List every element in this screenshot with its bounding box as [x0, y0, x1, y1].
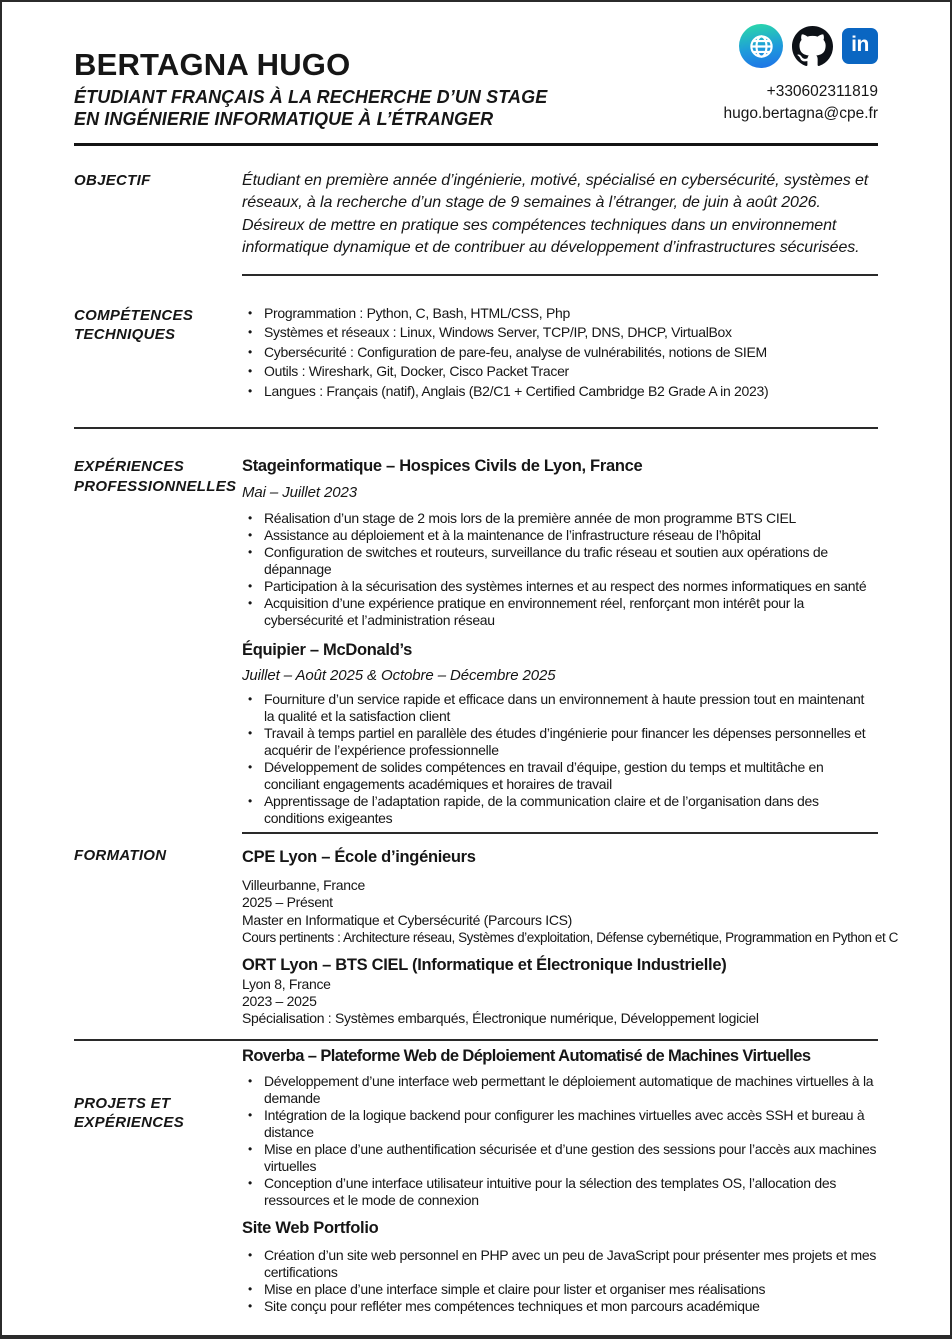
section-objectif	[74, 170, 878, 260]
job-bullet-list	[242, 691, 878, 827]
list-item: • Cybersécurité : Configuration de pare-feu, analyse de vulnérabilités, notions de SIEM	[242, 344, 878, 362]
education-entry	[242, 847, 898, 946]
school-dates: 2025 – Présent	[242, 894, 333, 911]
list-item: • Outils : Wireshark, Git, Docker, Cisco Packet Tracer	[242, 363, 878, 381]
job-entry	[242, 640, 878, 827]
project-title: Roverba – Plateforme Web de Déploiement Automatisé de Machines Virtuelles	[242, 1046, 811, 1065]
skills-list	[242, 305, 878, 401]
list-item: • Programmation : Python, C, Bash, HTML/CSS, Php	[242, 305, 878, 323]
list-item: • Fourniture d’un service rapide et efficace dans un environnement à haute pression tout en maintenant la qualité et la satisfaction client	[242, 691, 878, 725]
website-icon[interactable]	[739, 24, 783, 68]
headline	[74, 87, 547, 130]
list-item: • Développement d’une interface web permettant le déploiement automatique de machines virtuelles à la demande	[242, 1073, 878, 1107]
formation-divider	[74, 1039, 878, 1041]
candidate-name: BERTAGNA HUGO	[74, 47, 351, 82]
list-item: • Assistance au déploiement et à la maintenance de l’infrastructure réseau de l’hôpital	[242, 527, 878, 544]
list-item: • Conception d’une interface utilisateur intuitive pour la sélection des templates OS, l’allocation des ressources et le mode de connexion	[242, 1175, 878, 1209]
school-degree: Master en Informatique et Cybersécurité (Parcours ICS)	[242, 911, 573, 928]
list-item: • Langues : Français (natif), Anglais (B2/C1 + Certified Cambridge B2 Grade A in 2023)	[242, 383, 878, 401]
github-icon[interactable]	[792, 26, 833, 67]
list-item: • Création d’un site web personnel en PHP avec un peu de JavaScript pour présenter mes projets et mes certifications	[242, 1247, 878, 1281]
list-item: • Travail à temps partiel en parallèle des études d’ingénierie pour financer les dépenses personnelles et acquérir de l’expérience professionnelle	[242, 725, 878, 759]
section-formation	[74, 845, 898, 1027]
list-item: • Systèmes et réseaux : Linux, Windows Server, TCP/IP, DNS, DHCP, VirtualBox	[242, 324, 878, 342]
section-label-objectif: OBJECTIF	[74, 172, 151, 189]
email-address: hugo.bertagna@cpe.fr	[723, 105, 878, 122]
job-title: Stageinformatique – Hospices Civils de Lyon, France	[242, 457, 643, 476]
school-details	[242, 976, 878, 1028]
school-dates: 2023 – 2025	[242, 993, 317, 1010]
resume-header	[74, 2, 878, 143]
job-date: Juillet – Août 2025 & Octobre – Décembre 2025	[242, 667, 556, 685]
section-label-experiences: EXPÉRIENCES PROFESSIONNELLES	[74, 458, 237, 495]
section-label-projets: PROJETS ET EXPÉRIENCES	[74, 1094, 184, 1132]
list-item: • Intégration de la logique backend pour configurer les machines virtuelles avec accès SSH et bureau à distance	[242, 1107, 878, 1141]
contact-details	[724, 81, 878, 125]
list-item: • Mise en place d’une authentification sécurisée et d’une gestion des sessions pour l’accès aux machines virtuelles	[242, 1141, 878, 1175]
project-title: Site Web Portfolio	[242, 1218, 379, 1237]
phone-number: +330602311819	[766, 83, 878, 100]
competences-divider	[74, 427, 878, 429]
section-experiences	[74, 456, 878, 827]
list-item: • Configuration de switches et routeurs, surveillance du trafic réseau et soutien aux opérations de dépannage	[242, 544, 878, 578]
list-item: • Participation à la sécurisation des systèmes internes et au respect des normes informatiques en santé	[242, 578, 878, 595]
header-divider	[74, 143, 878, 146]
list-item: • Site conçu pour refléter mes compétences techniques et mon parcours académique	[242, 1298, 878, 1315]
project-bullet-list	[242, 1073, 878, 1209]
list-item: • Apprentissage de l’adaptation rapide, de la communication claire et de l’organisation dans des conditions exigeantes	[242, 793, 878, 827]
experiences-divider	[242, 832, 878, 834]
headline-line-2: EN INGÉNIERIE INFORMATIQUE À L’ÉTRANGER	[74, 108, 494, 129]
school-details	[242, 877, 898, 946]
school-location: Villeurbanne, France	[242, 877, 365, 894]
school-courses: Cours pertinents : Architecture réseau, Systèmes d’exploitation, Défense cybernétique, Programmation en Python et C	[242, 929, 898, 945]
linkedin-icon[interactable]: in	[842, 28, 878, 64]
section-projets	[74, 1046, 878, 1315]
objective-text: Étudiant en première année d’ingénierie, motivé, spécialisé en cybersécurité, systèmes et réseaux, à la recherche d’un stage de 9 semaines à l’étranger, de juin à août 2026. Désireux de mettre en pratique ses compétences techniques dans un environnement informatique dynamique et de contribuer au développement d’infrastructures sécurisées.	[242, 172, 869, 257]
school-specialisation: Spécialisation : Systèmes embarqués, Électronique numérique, Développement logiciel	[242, 1010, 759, 1027]
list-item: • Mise en place d’une interface simple et claire pour lister et organiser mes réalisations	[242, 1281, 878, 1298]
section-label-formation: FORMATION	[74, 847, 167, 865]
list-item: • Développement de solides compétences en travail d’équipe, gestion du temps et multitâche en conciliant engagements académiques et horaires de travail	[242, 759, 878, 793]
social-links	[724, 24, 878, 68]
headline-line-1: ÉTUDIANT FRANÇAIS À LA RECHERCHE D’UN STAGE	[74, 87, 548, 107]
project-entry	[242, 1046, 878, 1209]
list-item: • Acquisition d’une expérience pratique en environnement réel, renforçant mon intérêt pour la cybersécurité et l’administration réseau	[242, 595, 878, 629]
job-date: Mai – Juillet 2023	[242, 484, 357, 502]
job-entry	[242, 456, 878, 629]
job-bullet-list	[242, 510, 878, 629]
objectif-divider	[242, 274, 878, 276]
section-competences	[74, 305, 878, 401]
identity-block	[74, 22, 547, 143]
education-entry	[242, 955, 878, 1028]
contact-block	[724, 22, 878, 143]
school-title: CPE Lyon – École d’ingénieurs	[242, 848, 476, 867]
list-item: • Réalisation d’un stage de 2 mois lors de la première année de mon programme BTS CIEL	[242, 510, 878, 527]
job-title: Équipier – McDonald’s	[242, 641, 413, 660]
section-label-competences: COMPÉTENCES TECHNIQUES	[74, 306, 194, 344]
project-bullet-list	[242, 1247, 878, 1315]
project-entry	[242, 1218, 878, 1315]
school-title: ORT Lyon – BTS CIEL (Informatique et Électronique Industrielle)	[242, 955, 727, 974]
school-location: Lyon 8, France	[242, 975, 331, 992]
